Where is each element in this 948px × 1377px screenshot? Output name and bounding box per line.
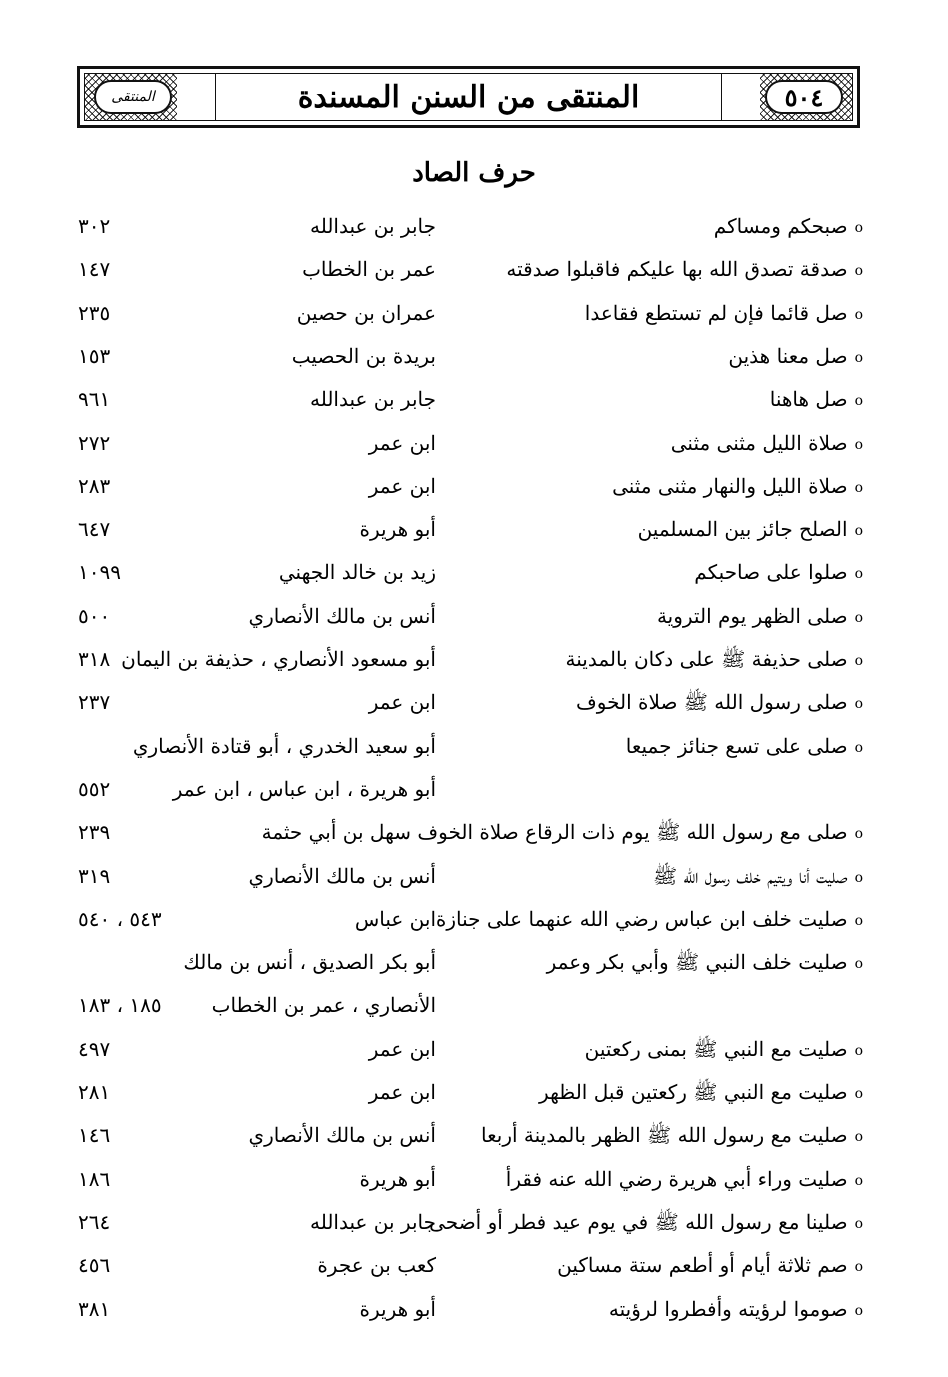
index-entry: [0, 639, 948, 679]
hadith-text: o صليت مع النبي ﷺ ركعتين قبل الظهر: [539, 1072, 863, 1115]
hadith-text: o صليت مع رسول الله ﷺ الظهر بالمدينة أربعا: [481, 1115, 863, 1158]
hadith-text: o صليت مع النبي ﷺ بمنى ركعتين: [585, 1029, 863, 1072]
page-reference: ٩٦١: [78, 387, 111, 412]
hadith-text: o صدقة تصدق الله بها عليكم فاقبلوا صدقته: [506, 249, 863, 292]
index-entry: [0, 726, 948, 766]
page-reference: ١٨٥ ، ١٨٣: [78, 993, 162, 1018]
page-reference: ٣٠٢: [78, 214, 111, 238]
hadith-text: o صل قائما فإن لم تستطع فقاعدا: [585, 293, 863, 336]
narrator-name: ابن عمر: [368, 1036, 436, 1061]
page-reference: ٢٦٤: [78, 1209, 111, 1234]
index-entry: [0, 942, 948, 982]
index-entry: [0, 856, 948, 896]
hadith-text: o صل هاهنا: [770, 379, 863, 422]
narrator-name: كعب بن عجرة: [317, 1253, 436, 1278]
narrator-name: عمر بن الخطاب: [302, 257, 436, 282]
narrator-name: ابن عمر: [368, 1080, 436, 1104]
page-reference: ٢٣٩: [78, 820, 111, 845]
page-reference: ١٠٩٩: [78, 560, 121, 585]
index-entry: [0, 1029, 948, 1069]
index-entry: [0, 985, 948, 1025]
page-reference: ١٨٦: [78, 1166, 111, 1191]
index-entry: [0, 1202, 948, 1242]
page-reference: ٣١٩: [78, 863, 111, 888]
hadith-text: o صلى حذيفة ﷺ على دكان بالمدينة: [566, 639, 864, 682]
hadith-text: o صل معنا هذين: [728, 336, 863, 379]
narrator-name: عمران بن حصين: [296, 300, 436, 325]
page-reference: ٣١٨: [78, 647, 111, 671]
index-entry: [0, 682, 948, 722]
hadith-text: o صلى مع رسول الله ﷺ يوم ذات الرقاع صلاة الخوف سهل بن أبي حثمة: [262, 812, 863, 855]
index-entry: [0, 379, 948, 419]
emblem-text: المنتقى: [111, 89, 155, 105]
hadith-text: o صليت خلف ابن عباس رضي الله عنهما على جنازة: [436, 899, 863, 942]
narrator-name: ابن عمر: [368, 690, 436, 715]
narrator-name: أبو هريرة ، ابن عباس ، ابن عمر: [172, 776, 436, 801]
page-reference: ٢٣٧: [78, 690, 111, 715]
hadith-text: o صليت وراء أبي هريرة رضي الله عنه فقرأ: [506, 1159, 863, 1202]
hadith-text: o صبحكم ومساكم: [714, 206, 863, 249]
narrator-name: أبو هريرة: [359, 1296, 436, 1321]
page-reference: ٢٧٢: [78, 430, 111, 455]
hadith-text: o صليت أنا ويتيم خلف رسول الله ﷺ: [653, 856, 863, 899]
index-entry: [0, 466, 948, 506]
index-entry: [0, 1072, 948, 1112]
page-reference: ٢٣٥: [78, 300, 111, 325]
index-entry: [0, 1289, 948, 1329]
index-entry: [0, 1159, 948, 1199]
narrator-name: جابر بن عبدالله: [309, 387, 436, 412]
page-reference: ١٥٣: [78, 343, 111, 368]
narrator-name: ابن عباس: [354, 906, 436, 931]
narrator-name: ابن عمر: [368, 473, 436, 498]
hadith-text: o صلاة الليل والنهار مثنى مثنى: [612, 466, 863, 509]
hadith-text: o صلوا على صاحبكم: [694, 552, 863, 595]
narrator-name: الأنصاري ، عمر بن الخطاب: [211, 993, 436, 1018]
hadith-text: o صليت خلف النبي ﷺ وأبي بكر وعمر: [547, 942, 863, 985]
index-entry: [0, 552, 948, 592]
narrator-name: أنس بن مالك الأنصاري: [248, 603, 436, 628]
page-reference: ٢٨١: [78, 1080, 111, 1104]
narrator-name: جابر بن عبدالله: [309, 214, 436, 238]
page-reference: ١٤٦: [78, 1123, 111, 1148]
hadith-text: o صلى الظهر يوم التروية: [657, 596, 863, 639]
hadith-text: o صوموا لرؤيته وأفطروا لرؤيته: [609, 1289, 863, 1332]
narrator-name: أبو مسعود الأنصاري ، حذيفة بن اليمان: [121, 647, 436, 671]
index-entry: [0, 509, 948, 549]
page-number: ٥٠٤: [784, 82, 824, 112]
narrator-name: زيد بن خالد الجهني: [278, 560, 436, 585]
page-reference: ٣٨١: [78, 1296, 111, 1321]
page-reference: ٦٤٧: [78, 517, 111, 542]
index-entry: [0, 1245, 948, 1285]
index-entry: [0, 769, 948, 809]
index-entry: [0, 899, 948, 939]
page-reference: ٤٩٧: [78, 1036, 111, 1061]
narrator-name: أبو بكر الصديق ، أنس بن مالك: [183, 950, 436, 975]
narrator-name: أبو هريرة: [359, 517, 436, 542]
narrator-name: ابن عمر: [368, 430, 436, 455]
page-reference: ٥٤٣ ، ٥٤٠: [78, 906, 162, 931]
hadith-text: o صلى على تسع جنائز جميعا: [626, 726, 863, 769]
index-entry: [0, 336, 948, 376]
narrator-name: أبو سعيد الخدري ، أبو قتادة الأنصاري: [132, 733, 436, 758]
index-entry: [0, 293, 948, 333]
hadith-text: o صلاة الليل مثنى مثنى: [671, 423, 863, 466]
narrator-name: أنس بن مالك الأنصاري: [248, 1123, 436, 1148]
hadith-text: o صم ثلاثة أيام أو أطعم ستة مساكين: [557, 1245, 863, 1288]
index-entry: [0, 596, 948, 636]
narrator-name: جابر بن عبدالله: [309, 1209, 436, 1234]
index-entry: [0, 206, 948, 246]
page-reference: ٤٥٦: [78, 1253, 111, 1278]
index-entry: [0, 1115, 948, 1155]
narrator-name: بريدة بن الحصيب: [291, 343, 436, 368]
section-title: حرف الصاد: [412, 158, 536, 188]
narrator-name: أنس بن مالك الأنصاري: [248, 863, 436, 888]
page-reference: ١٤٧: [78, 257, 111, 282]
narrator-name: أبو هريرة: [359, 1166, 436, 1191]
hadith-text: o الصلح جائز بين المسلمين: [638, 509, 863, 552]
page-reference: ٥٥٢: [78, 776, 111, 801]
index-entry: [0, 423, 948, 463]
index-entry: [0, 812, 948, 852]
page-reference: ٢٨٣: [78, 473, 111, 498]
running-title: المنتقى من السنن المسندة: [297, 79, 640, 115]
index-entry: [0, 249, 948, 289]
page-reference: ٥٠٠: [78, 603, 111, 628]
hadith-text: o صلينا مع رسول الله ﷺ في يوم عيد فطر أو أضحى: [429, 1202, 863, 1245]
hadith-text: o صلى رسول الله ﷺ صلاة الخوف: [576, 682, 863, 725]
